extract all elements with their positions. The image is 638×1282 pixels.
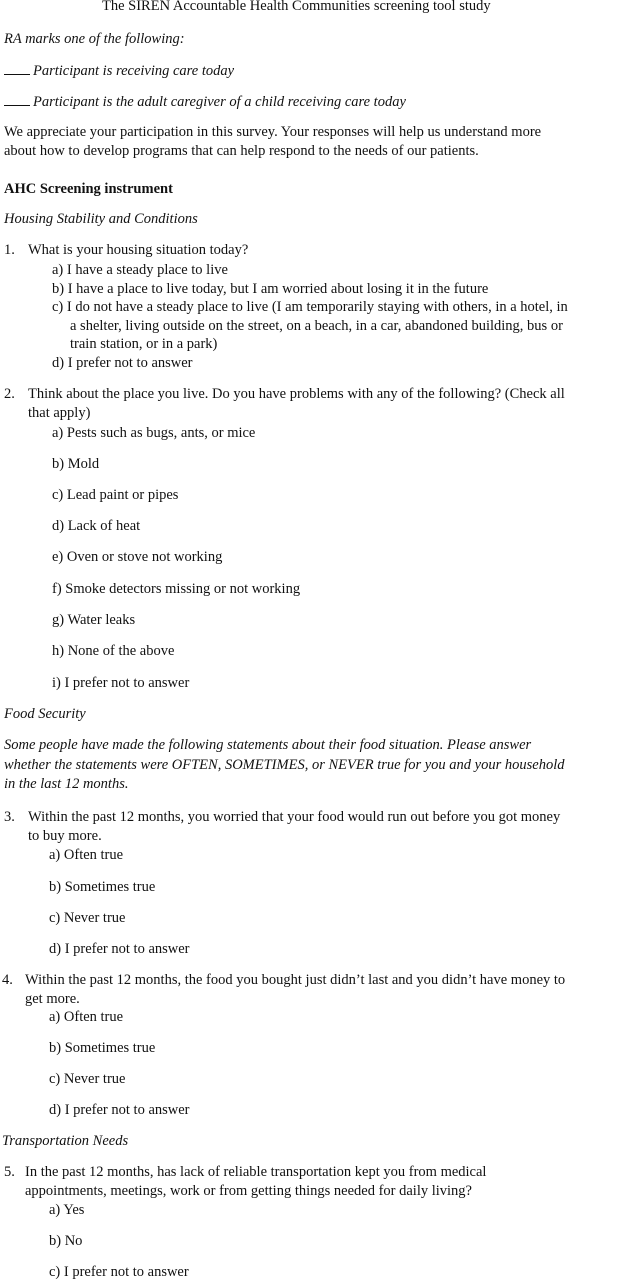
instrument-heading: AHC Screening instrument xyxy=(4,181,173,197)
answer-option[interactable]: c) Never true xyxy=(49,910,126,926)
question-number: 3. xyxy=(4,809,15,825)
answer-option[interactable]: f) Smoke detectors missing or not working xyxy=(52,581,301,597)
ra-option-caregiver[interactable] xyxy=(4,92,406,112)
intro-line: We appreciate your participation in this survey. Your responses will help us understand more xyxy=(4,124,542,140)
answer-option[interactable]: a) Yes xyxy=(49,1202,85,1218)
question-text: In the past 12 months, has lack of reliable transportation kept you from medical xyxy=(25,1164,487,1180)
answer-option[interactable]: a) Often true xyxy=(49,1009,124,1025)
answer-option[interactable]: d) Lack of heat xyxy=(52,518,141,534)
question-text-continued: appointments, meetings, work or from getting things needed for daily living? xyxy=(25,1183,472,1199)
section-heading-transport: Transportation Needs xyxy=(2,1133,129,1149)
answer-option[interactable]: b) No xyxy=(49,1233,83,1249)
answer-option[interactable]: a) I have a steady place to live xyxy=(52,262,228,278)
answer-option[interactable]: c) I do not have a steady place to live (I am temporarily staying with others, in a hotel, in xyxy=(52,299,568,315)
ra-option-receiving-care[interactable] xyxy=(4,61,234,81)
question-number: 5. xyxy=(4,1164,15,1180)
question-text-continued: that apply) xyxy=(28,405,91,421)
answer-option[interactable]: c) Never true xyxy=(49,1071,126,1087)
answer-option[interactable]: a) Often true xyxy=(49,847,124,863)
ra-option-label: Participant is the adult caregiver of a child receiving care today xyxy=(33,94,406,110)
checkbox-blank[interactable] xyxy=(4,92,30,106)
ra-option-label: Participant is receiving care today xyxy=(33,63,235,79)
answer-option[interactable]: c) Lead paint or pipes xyxy=(52,487,179,503)
answer-option[interactable]: b) I have a place to live today, but I am worried about losing it in the future xyxy=(52,281,489,297)
answer-option[interactable]: d) I prefer not to answer xyxy=(49,1102,190,1118)
intro-line: about how to develop programs that can help respond to the needs of our patients. xyxy=(4,143,479,159)
checkbox-blank[interactable] xyxy=(4,61,30,75)
answer-option-continued: train station, or in a park) xyxy=(70,336,218,352)
answer-option[interactable]: i) I prefer not to answer xyxy=(52,675,190,691)
question-number: 2. xyxy=(4,386,15,402)
section-intro-line: in the last 12 months. xyxy=(4,776,129,792)
answer-option-continued: a shelter, living outside on the street, on a beach, in a car, abandoned building, bus or xyxy=(70,318,563,334)
answer-option[interactable]: h) None of the above xyxy=(52,643,175,659)
question-number: 4. xyxy=(2,972,13,988)
document-title: The SIREN Accountable Health Communities screening tool study xyxy=(102,0,491,14)
answer-option[interactable]: b) Sometimes true xyxy=(49,1040,156,1056)
question-text: Think about the place you live. Do you have problems with any of the following? (Check all xyxy=(28,386,565,402)
answer-option[interactable]: b) Sometimes true xyxy=(49,879,156,895)
answer-option[interactable]: e) Oven or stove not working xyxy=(52,549,223,565)
question-number: 1. xyxy=(4,242,15,258)
answer-option[interactable]: b) Mold xyxy=(52,456,100,472)
question-text: Within the past 12 months, you worried that your food would run out before you got money xyxy=(28,809,561,825)
section-intro-line: whether the statements were OFTEN, SOMETIMES, or NEVER true for you and your household xyxy=(4,757,565,773)
question-text: Within the past 12 months, the food you bought just didn’t last and you didn’t have money to xyxy=(25,972,566,988)
question-text-continued: get more. xyxy=(25,991,80,1007)
question-text: What is your housing situation today? xyxy=(28,242,249,258)
question-text-continued: to buy more. xyxy=(28,828,102,844)
answer-option[interactable]: g) Water leaks xyxy=(52,612,136,628)
ra-instruction: RA marks one of the following: xyxy=(4,31,185,47)
answer-option[interactable]: a) Pests such as bugs, ants, or mice xyxy=(52,425,256,441)
answer-option[interactable]: c) I prefer not to answer xyxy=(49,1264,189,1280)
answer-option[interactable]: d) I prefer not to answer xyxy=(52,355,193,371)
section-intro-line: Some people have made the following statements about their food situation. Please answer xyxy=(4,737,532,753)
section-heading-housing: Housing Stability and Conditions xyxy=(4,211,198,227)
answer-option[interactable]: d) I prefer not to answer xyxy=(49,941,190,957)
section-heading-food: Food Security xyxy=(4,706,86,722)
